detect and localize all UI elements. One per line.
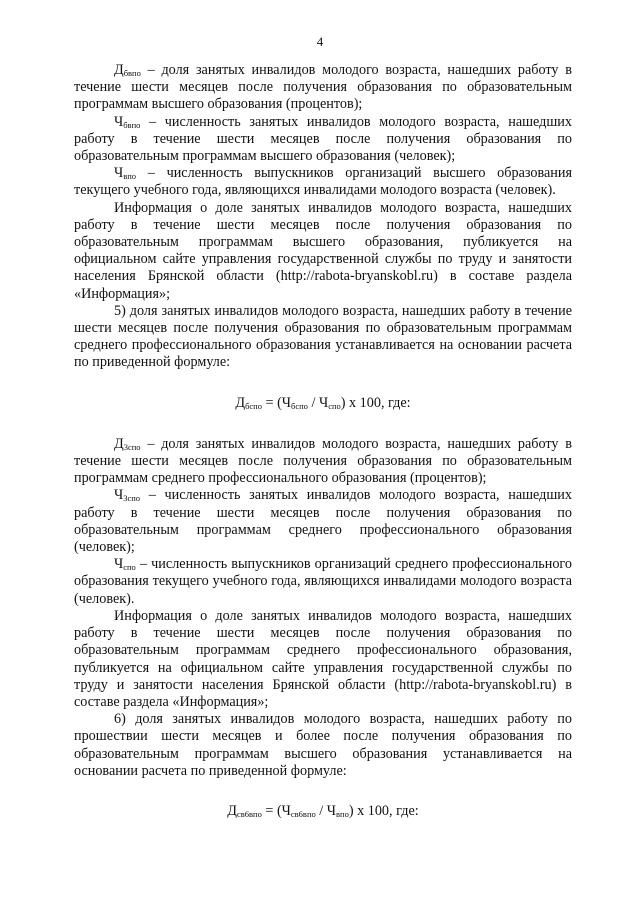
definition-paragraph [74,62,572,114]
paragraph-text: – численность выпускников организаций среднего профессионального образования текущего учебного года, являющихся инвалидами молодого возраста (человек). [74,556,572,607]
formula-text: Д [227,802,237,819]
variable-subscript: впо [123,171,137,182]
formula-subscript: впо [336,808,349,819]
paragraph-text: – численность занятых инвалидов молодого возраста, нашедших работу в течение шести месяцев после получения образования по образовательным программам среднего профессионального образования (человек); [74,487,572,556]
formula-text: ) х 100, где: [348,802,419,819]
paragraph-text: 5) доля занятых инвалидов молодого возраста, нашедших работу в течение шести месяцев после получения образования по образовательным программам среднего профессионального образования устанавливается на основании расчета по приведенной формуле: [74,302,572,371]
body-paragraph [74,711,572,780]
formula-text: ) х 100, где: [340,394,411,411]
formula [74,395,572,412]
formula-text: / Ч [315,802,337,819]
variable-subscript: спо [123,562,136,573]
variable-subscript: бвпо [123,119,141,130]
variable-symbol: Ч [114,113,124,130]
variable-symbol: Ч [114,165,124,182]
page-number: 4 [316,34,324,49]
formula-subscript: бспо [245,400,262,411]
definition-paragraph [74,487,572,556]
variable-symbol: Ч [114,487,124,504]
formula-subscript: спо [328,400,341,411]
body-paragraph [74,608,572,711]
paragraph-text: Информация о доле занятых инвалидов молодого возраста, нашедших работу в течение шести месяцев после получения образования по образовательным программам среднего профессионального образования, публикуется на официальном сайте управления государственной службы по труду и занятости населения Брянской области (http://rabota-bryanskobl.ru) в составе раздела «Информация»; [74,607,572,710]
formula-subscript: св6впо [290,808,316,819]
variable-subscript: 3спо [123,441,141,452]
definition-paragraph [74,165,572,199]
body-paragraph [74,303,572,372]
paragraph-text: – доля занятых инвалидов молодого возраста, нашедших работу в течение шести месяцев после получения образования по образовательным программам высшего образования (процентов); [74,62,572,113]
variable-subscript: 3спо [123,493,141,504]
body-paragraph [74,200,572,303]
formula-subscript: св6впо [236,808,262,819]
paragraph-text: – доля занятых инвалидов молодого возраста, нашедших работу в течение шести месяцев после получения образования по образовательным программам среднего профессионального образования (процентов); [74,435,572,487]
formula-text: = (Ч [261,394,292,411]
definition-paragraph [74,114,572,166]
variable-symbol: Д [114,62,124,78]
formula [74,803,572,820]
paragraph-text: – численность выпускников организаций высшего образования текущего учебного года, являющихся инвалидами молодого возраста (человек). [74,165,572,199]
variable-symbol: Ч [114,556,124,573]
formula-text: Д [235,394,246,411]
formula-text: / Ч [307,394,329,411]
variable-subscript: бвпо [123,68,141,78]
document-body [74,62,572,844]
definition-paragraph [74,556,572,608]
formula-text: = (Ч [261,802,291,819]
variable-symbol: Д [114,435,124,452]
paragraph-text: 6) доля занятых инвалидов молодого возраста, нашедших работу по прошествии шести месяцев и более после получения образования по образовательным программам высшего образования устанавливается на основании расчета по приведенной формуле: [74,711,572,779]
paragraph-text: – численность занятых инвалидов молодого возраста, нашедших работу в течение шести месяцев после получения образования по образовательным программам высшего образования (человек); [74,113,572,165]
definition-paragraph [74,436,572,488]
paragraph-text: Информация о доле занятых инвалидов молодого возраста, нашедших работу в течение шести месяцев после получения образования по образовательным программам высшего образования, публикуется на официальном сайте управления государственной службы по труду и занятости населения Брянской области (http://rabota-bryanskobl.ru) в составе раздела «Информация»; [74,199,572,302]
formula-subscript: бспо [291,400,308,411]
